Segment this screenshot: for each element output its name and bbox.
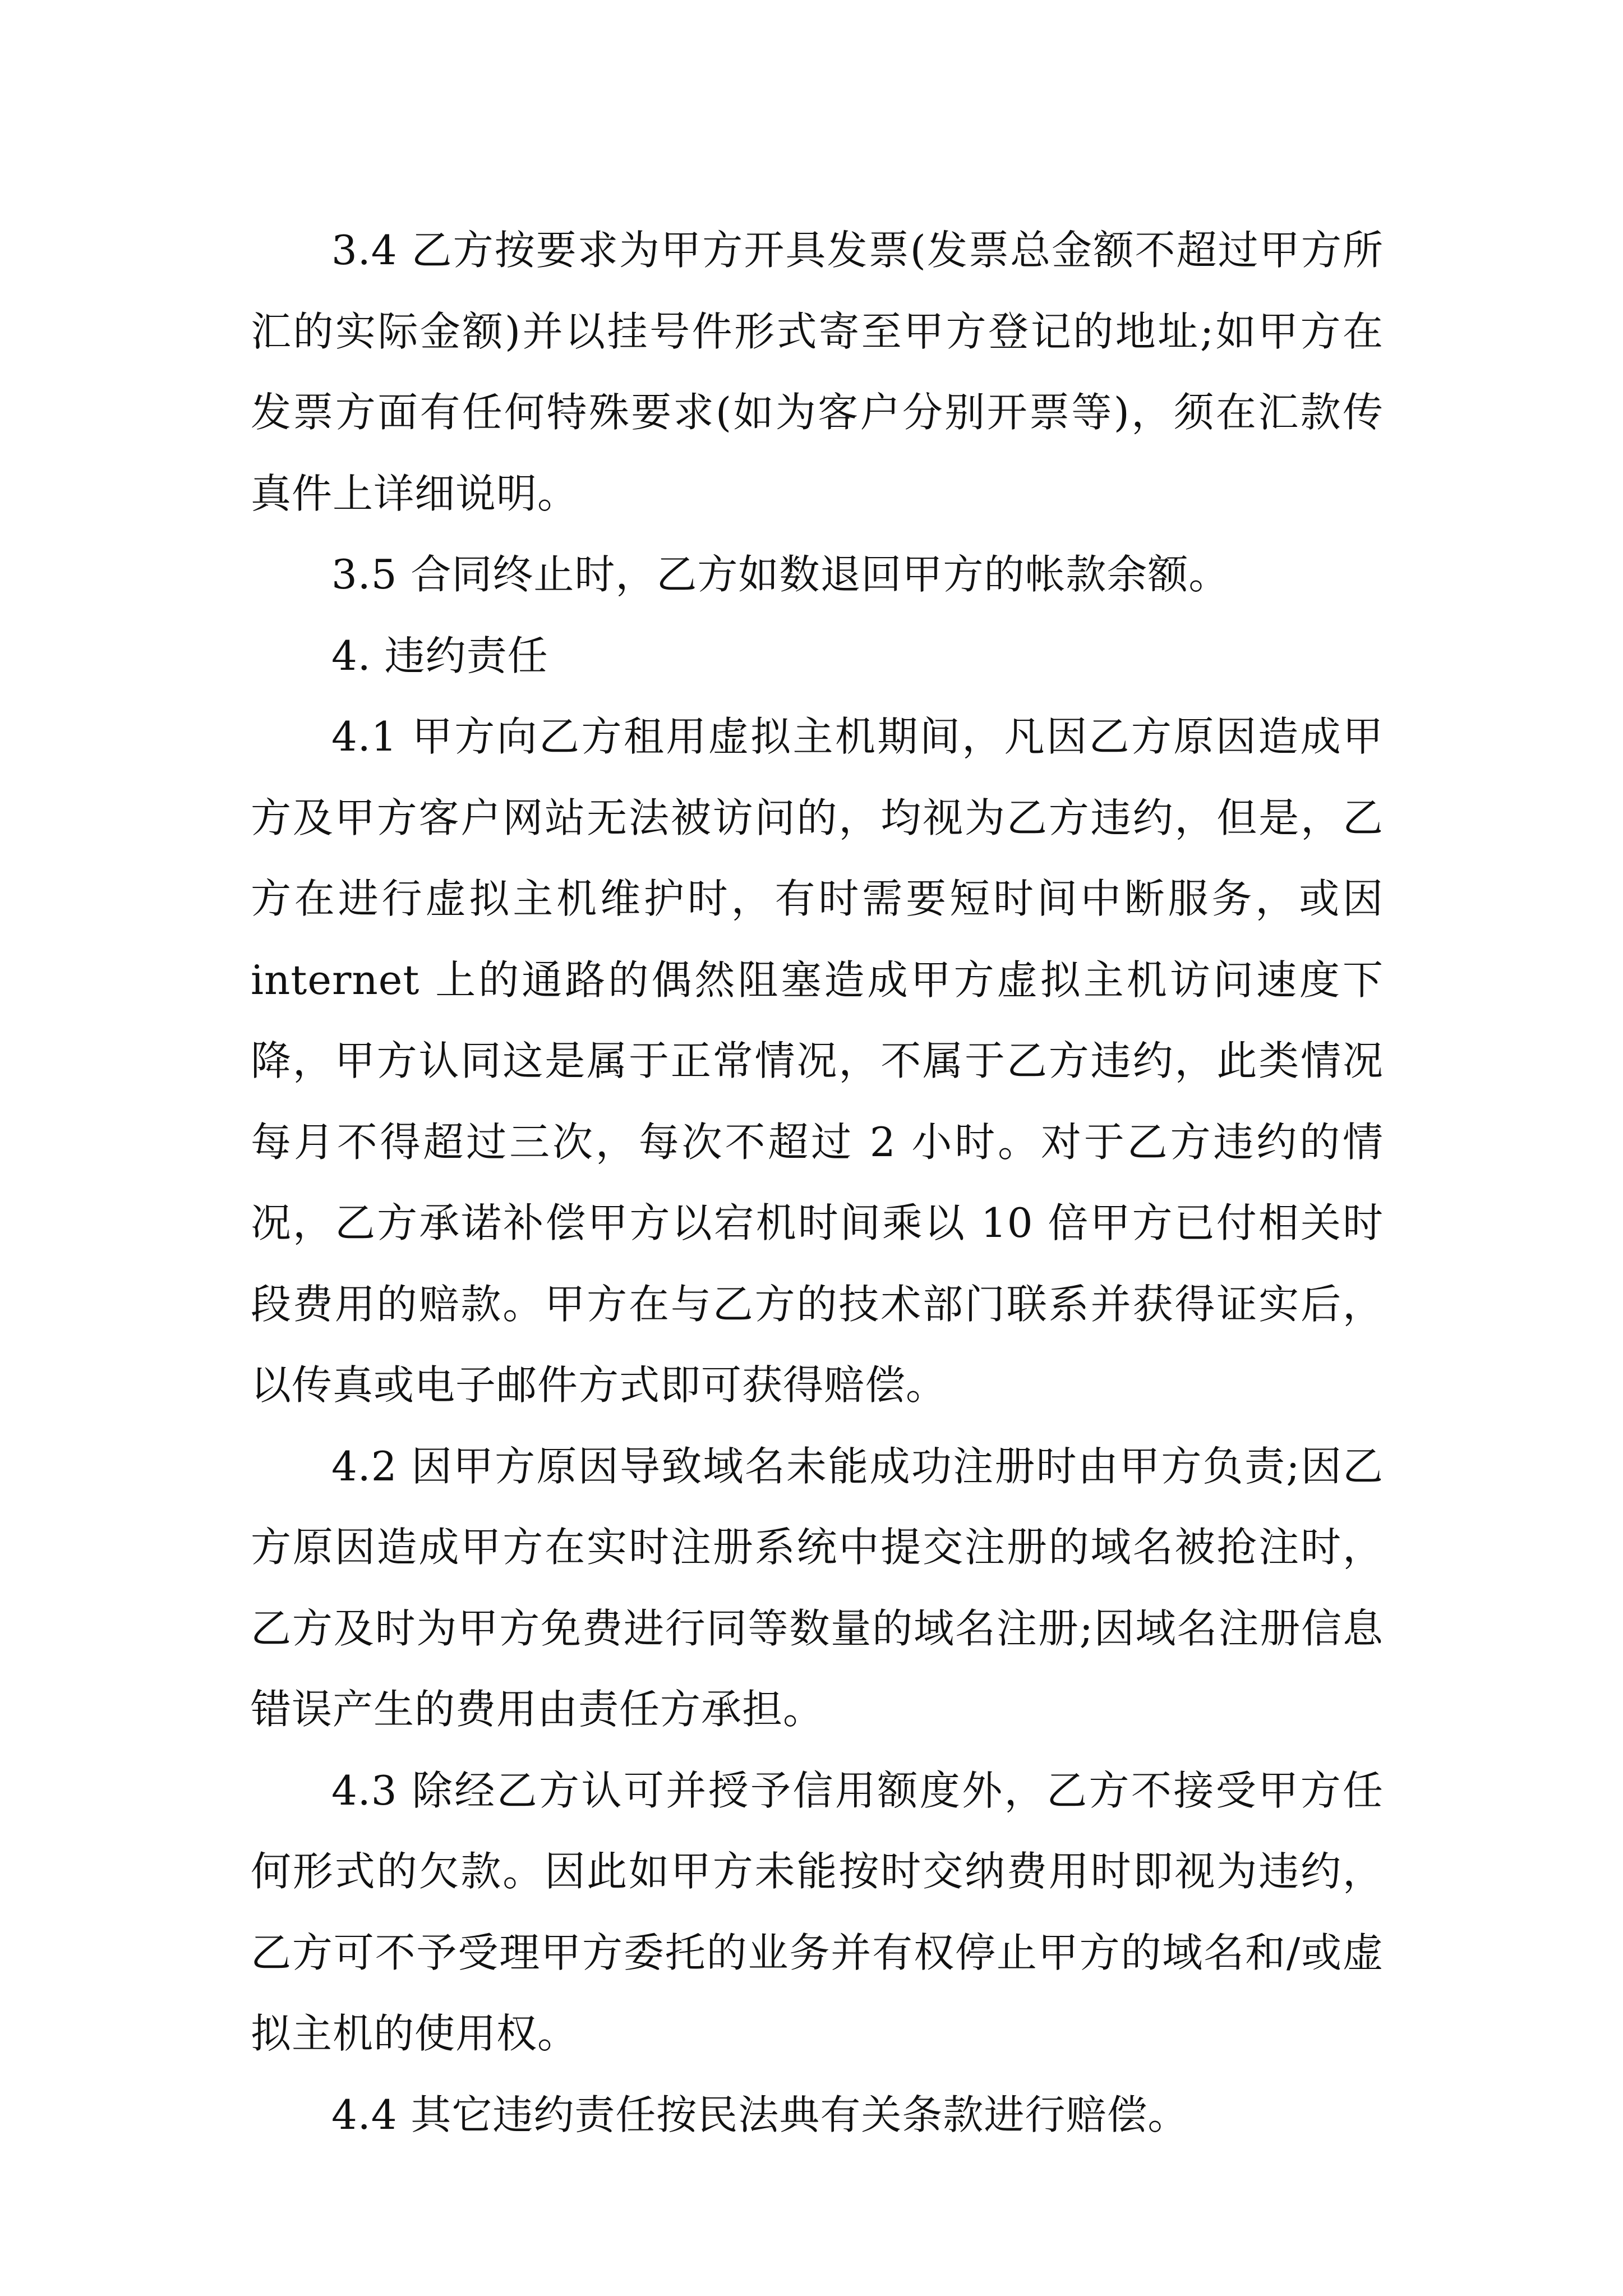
document-body bbox=[251, 210, 1384, 2155]
clause-4-4: 4.4 其它违约责任按民法典有关条款进行赔偿。 bbox=[331, 2091, 1189, 2138]
clause-4-3: 4.3 除经乙方认可并授予信用额度外，乙方不接受甲方任何形式的欠款。因此如甲方未能按时交纳费用时即视为违约，乙方可不予受理甲方委托的业务并有权停止甲方的域名和/或虚拟主机的使用权。 bbox=[251, 1766, 1384, 2057]
clause-4-1: 4.1 甲方向乙方租用虚拟主机期间，凡因乙方原因造成甲方及甲方客户网站无法被访问的，均视为乙方违约，但是，乙方在进行虚拟主机维护时，有时需要短时间中断服务，或因 internet 上的通路的偶然阻塞造成甲方虚拟主机访问速度下降，甲方认同这是属于正常情况，不属于乙方违约，此类情况每月不得超过三次，每次不超过 2 小时。对于乙方违约的情况，乙方承诺补偿甲方以宕机时间乘以 10 倍甲方已付相关时段费用的赔款。甲方在与乙方的技术部门联系并获得证实后，以传真或电子邮件方式即可获得赔偿。 bbox=[251, 713, 1384, 1409]
clause-4-2: 4.2 因甲方原因导致域名未能成功注册时由甲方负责;因乙方原因造成甲方在实时注册系统中提交注册的域名被抢注时，乙方及时为甲方免费进行同等数量的域名注册;因域名注册信息错误产生的费用由责任方承担。 bbox=[251, 1442, 1384, 1733]
clause-3-5: 3.5 合同终止时，乙方如数退回甲方的帐款余额。 bbox=[331, 551, 1230, 598]
section-heading-4: 4. 违约责任 bbox=[331, 632, 548, 679]
clause-3-4: 3.4 乙方按要求为甲方开具发票(发票总金额不超过甲方所汇的实际金额)并以挂号件形式寄至甲方登记的地址;如甲方在发票方面有任何特殊要求(如为客户分别开票等)，须在汇款传真件上详细说明。 bbox=[251, 227, 1384, 517]
